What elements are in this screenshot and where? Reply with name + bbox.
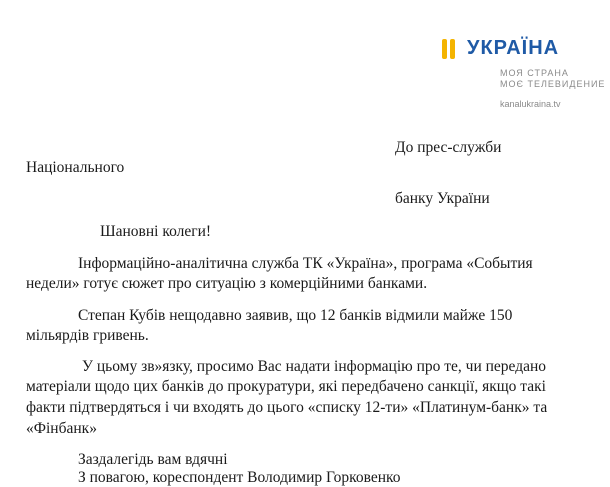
addressee-line-3: банку України: [395, 190, 490, 207]
paragraph-1-line-1: Інформаційно-аналітична служба ТК «Україна», програма «События: [78, 255, 533, 272]
channel-logo: [436, 36, 606, 116]
logo-brand-text: УКРАЇНА: [467, 37, 560, 59]
logo-mark: [436, 36, 606, 62]
logo-slogan: [500, 68, 605, 90]
addressee-line-1: До прес-служби: [395, 139, 502, 156]
logo-bar-2: [450, 39, 455, 59]
paragraph-3-line-4: «Фінбанк»: [26, 420, 97, 437]
paragraph-3-line-3: факти підтвердяться і чи входять до цього «списку 12-ти» «Платинум-банк» та: [26, 399, 548, 416]
logo-website: kanalukraina.tv: [500, 99, 561, 109]
paragraph-3-line-1: У цьому зв»язку, просимо Вас надати інформацію про те, чи передано: [82, 358, 547, 375]
salutation: Шановні колеги!: [100, 223, 212, 240]
logo-slogan-line-2: МОЄ ТЕЛЕВИДЕНИЕ: [500, 79, 606, 89]
paragraph-2-line-2: мільярдів гривень.: [26, 327, 149, 344]
closing-line-2: З повагою, кореспондент Володимир Горковенко: [78, 469, 401, 486]
addressee-line-2: Національного: [26, 159, 125, 176]
paragraph-3-line-2: матеріали щодо цих банків до прокуратури, які передбачено санкції, якщо такі: [26, 378, 546, 395]
paragraph-1-line-2: недели» готує сюжет про ситуацію з комерційними банками.: [26, 275, 428, 292]
logo-slogan-line-1: МОЯ СТРАНА: [500, 68, 569, 78]
closing-line-1: Заздалегідь вам вдячні: [78, 451, 228, 468]
logo-bar-1: [442, 39, 447, 59]
paragraph-2-line-1: Степан Кубів нещодавно заявив, що 12 банків відмили майже 150: [78, 307, 513, 324]
